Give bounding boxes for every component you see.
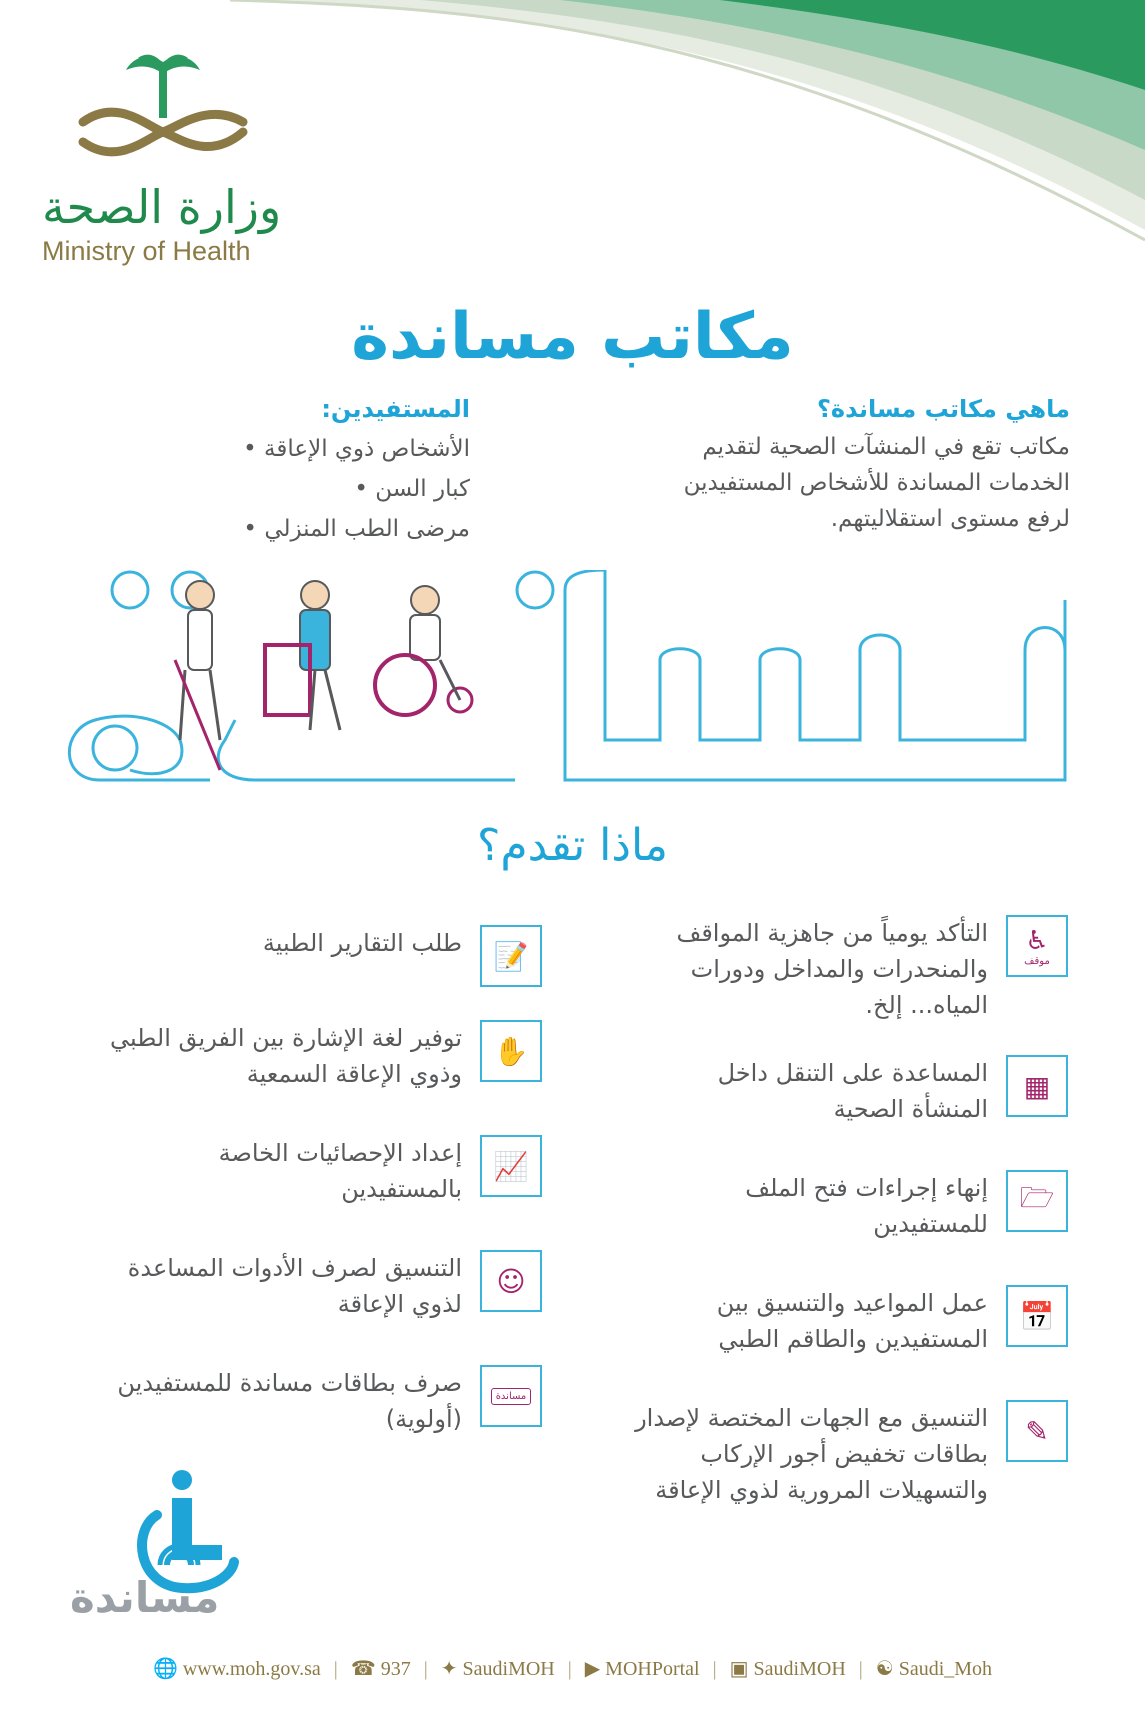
elderly-people-illustration <box>175 581 472 770</box>
about-section <box>560 395 1070 537</box>
service-text <box>600 1055 988 1127</box>
service-line: صرف بطاقات مساندة للمستفيدين <box>117 1369 462 1397</box>
service-text <box>70 925 462 961</box>
card-label: مساندة <box>491 1388 532 1405</box>
moh-logo-icon <box>38 52 288 177</box>
parking-label: موقف <box>1024 955 1050 967</box>
list-item <box>70 1020 550 1135</box>
about-heading: ماهي مكاتب مساندة؟ <box>816 395 1070 423</box>
divider: | <box>423 1658 428 1680</box>
page-title: مكاتب مساندة <box>351 300 794 374</box>
service-line: المساعدة على التنقل داخل <box>717 1059 988 1087</box>
list-item: كبار السن • <box>170 469 470 509</box>
service-text <box>70 1365 462 1437</box>
service-text <box>600 915 988 1023</box>
service-line: والتسهيلات المرورية لذوي الإعاقة <box>655 1476 988 1504</box>
logo-english-name: Ministry of Health <box>42 236 251 266</box>
facebook-icon: ▣ <box>729 1658 749 1680</box>
parking-wheelchair-icon: ♿ موقف <box>1006 915 1068 977</box>
hearing-aid-icon: ☺ <box>480 1250 542 1312</box>
website-link[interactable]: www.moh.gov.sa <box>182 1658 321 1680</box>
services-title: ماذا تقدم؟ <box>477 820 668 871</box>
folder-icon: 🗁 <box>1006 1170 1068 1232</box>
service-text <box>600 1170 988 1242</box>
list-item <box>600 1055 1070 1170</box>
about-line: الخدمات المساندة للأشخاص المستفيدين <box>683 470 1070 496</box>
services-left-column <box>70 925 550 1465</box>
list-item: مرضى الطب المنزلي • <box>170 509 470 549</box>
medical-report-icon: 📝 <box>480 925 542 987</box>
service-line: والمنحدرات والمداخل ودورات <box>690 955 988 983</box>
service-line: التنسيق مع الجهات المختصة لإصدار <box>635 1404 988 1432</box>
twitter-icon: ✦ <box>440 1658 458 1680</box>
service-text <box>70 1020 462 1092</box>
mosanada-logo-word: مساندة <box>70 1573 220 1622</box>
beneficiaries-heading: المستفيدين: <box>321 395 470 423</box>
service-line: للمستفيدين <box>873 1210 988 1238</box>
service-text <box>600 1285 988 1357</box>
service-text <box>70 1135 462 1207</box>
snapchat-icon: ☯ <box>875 1658 894 1680</box>
service-text <box>600 1400 988 1508</box>
sign-language-icon: ✋ <box>480 1020 542 1082</box>
list-item <box>600 1285 1070 1400</box>
list-item <box>70 1250 550 1365</box>
list-item: الأشخاص ذوي الإعاقة • <box>170 429 470 469</box>
list-item <box>70 925 550 1020</box>
footer-links <box>0 1656 1145 1681</box>
divider: | <box>567 1658 572 1680</box>
service-line: المنشأة الصحية <box>833 1095 988 1123</box>
facebook-link[interactable]: SaudiMOH <box>753 1658 846 1680</box>
service-line: وذوي الإعاقة السمعية <box>246 1060 462 1088</box>
logo-arabic-name: وزارة الصحة <box>42 180 282 234</box>
youtube-link[interactable]: MOHPortal <box>605 1658 700 1680</box>
about-body <box>560 429 1070 537</box>
services-right-column <box>600 915 1070 1520</box>
service-line: التأكد يومياً من جاهزية المواقف <box>676 919 988 947</box>
phone-icon: ☎ <box>350 1658 376 1680</box>
service-line: المياه... إلخ. <box>865 991 988 1019</box>
snapchat-link[interactable]: Saudi_Moh <box>898 1658 993 1680</box>
youtube-icon: ▶ <box>584 1658 601 1680</box>
service-line: إنهاء إجراءات فتح الملف <box>745 1174 988 1202</box>
divider: | <box>333 1658 338 1680</box>
mosanada-outline-graphic <box>60 570 1080 800</box>
list-item <box>70 1365 550 1465</box>
service-line: توفير لغة الإشارة بين الفريق الطبي <box>109 1024 462 1052</box>
building-location-icon: ▦ <box>1006 1055 1068 1117</box>
service-line: لذوي الإعاقة <box>337 1290 462 1318</box>
service-line: المستفيدين والطاقم الطبي <box>718 1325 988 1353</box>
service-line: (أولوية) <box>385 1405 462 1433</box>
divider: | <box>712 1658 717 1680</box>
statistics-chart-icon: 📈 <box>480 1135 542 1197</box>
service-line: إعداد الإحصائيات الخاصة <box>218 1139 462 1167</box>
list-item <box>600 1400 1070 1520</box>
list-item <box>70 1135 550 1250</box>
coordination-icon: ✎ <box>1006 1400 1068 1462</box>
about-line: مكاتب تقع في المنشآت الصحية لتقديم <box>702 434 1070 460</box>
service-line: بطاقات تخفيض أجور الإركاب <box>700 1440 988 1468</box>
beneficiaries-list <box>170 429 470 549</box>
service-text <box>70 1250 462 1322</box>
service-line: عمل المواعيد والتنسيق بين <box>716 1289 988 1317</box>
globe-icon: 🌐 <box>152 1658 178 1680</box>
calendar-icon: 📅 <box>1006 1285 1068 1347</box>
service-line: طلب التقارير الطبية <box>262 929 462 957</box>
service-line: بالمستفيدين <box>341 1175 462 1203</box>
service-line: التنسيق لصرف الأدوات المساعدة <box>127 1254 462 1282</box>
twitter-link[interactable]: SaudiMOH <box>462 1658 555 1680</box>
list-item <box>600 1170 1070 1285</box>
divider: | <box>858 1658 863 1680</box>
phone-number[interactable]: 937 <box>380 1658 411 1680</box>
beneficiaries-section <box>170 395 470 549</box>
mosanada-card-icon <box>480 1365 542 1427</box>
about-line: لرفع مستوى استقلاليتهم. <box>830 506 1070 532</box>
list-item <box>600 915 1070 1055</box>
